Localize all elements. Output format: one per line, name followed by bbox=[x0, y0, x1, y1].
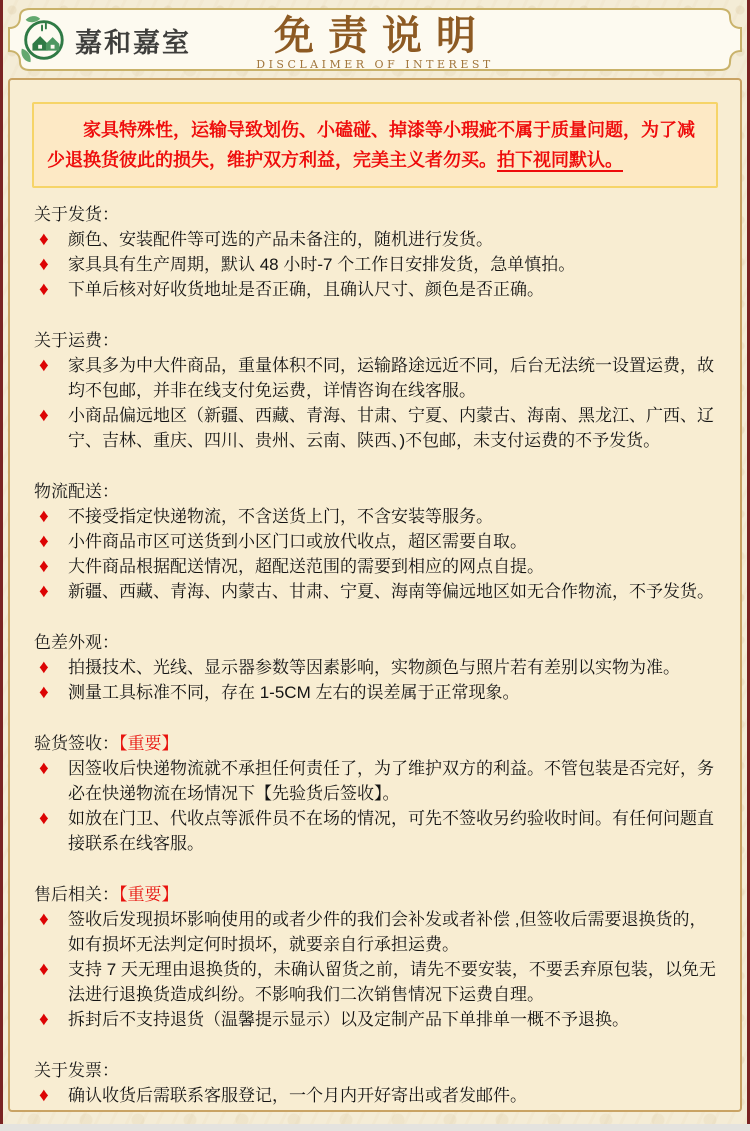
diamond-bullet-icon: ♦ bbox=[39, 506, 49, 527]
notice-text: 家具特殊性，运输导致划伤、小磕碰、掉漆等小瑕疵不属于质量问题，为了减少退换货彼此的损失，维护双方利益，完美主义者勿买。 bbox=[47, 120, 695, 170]
section bbox=[34, 882, 720, 1032]
section-title-text: 色差外观： bbox=[34, 633, 119, 652]
bullet-text: 下单后核对好收货地址是否正确，且确认尺寸、颜色是否正确。 bbox=[68, 280, 544, 299]
diamond-bullet-icon: ♦ bbox=[39, 1085, 49, 1106]
diamond-bullet-icon: ♦ bbox=[39, 279, 49, 300]
section-title-text: 物流配送： bbox=[34, 482, 119, 501]
bullet-text: 家具具有生产周期，默认 48 小时-7 个工作日安排发货，急单慎拍。 bbox=[68, 255, 576, 274]
section-title bbox=[34, 1058, 720, 1083]
diamond-bullet-icon: ♦ bbox=[39, 909, 49, 930]
page-subtitle: DISCLAIMER OF INTEREST bbox=[256, 58, 494, 71]
section-title-text: 关于运费： bbox=[34, 331, 119, 350]
section bbox=[34, 630, 720, 705]
bullet-item bbox=[34, 252, 720, 277]
diamond-bullet-icon: ♦ bbox=[39, 959, 49, 980]
section-title bbox=[34, 630, 720, 655]
bullet-text: 确认收货后需联系客服登记，一个月内开好寄出或者发邮件。 bbox=[68, 1086, 527, 1105]
notice-box bbox=[32, 102, 718, 188]
bullet-item bbox=[34, 579, 720, 604]
bullet-item bbox=[34, 957, 720, 1007]
important-badge: 【重要】 bbox=[119, 734, 179, 753]
bullet-item bbox=[34, 1083, 720, 1108]
bullet-item bbox=[34, 504, 720, 529]
important-badge: 【重要】 bbox=[119, 885, 179, 904]
diamond-bullet-icon: ♦ bbox=[39, 254, 49, 275]
diamond-bullet-icon: ♦ bbox=[39, 581, 49, 602]
section-title bbox=[34, 202, 720, 227]
bullet-text: 家具多为中大件商品，重量体积不同，运输路途远近不同，后台无法统一设置运费，故均不包邮，并非在线支付免运费，详情咨询在线客服。 bbox=[68, 356, 714, 400]
bullet-text: 签收后发现损坏影响使用的或者少件的我们会补发或者补偿 ,但签收后需要退换货的，如有损坏无法判定何时损坏，就要亲自行承担运费。 bbox=[68, 910, 707, 954]
bullet-item bbox=[34, 227, 720, 252]
bullet-text: 测量工具标准不同，存在 1-5CM 左右的误差属于正常现象。 bbox=[68, 683, 520, 702]
diamond-bullet-icon: ♦ bbox=[39, 405, 49, 426]
bullet-text: 不接受指定快递物流，不含送货上门，不含安装等服务。 bbox=[68, 507, 493, 526]
section bbox=[34, 479, 720, 604]
bullet-item bbox=[34, 529, 720, 554]
bullet-text: 小商品偏远地区（新疆、西藏、青海、甘肃、宁夏、内蒙古、海南、黑龙江、广西、辽宁、吉林、重庆、四川、贵州、云南、陕西、)不包邮，未支付运费的不予发货。 bbox=[68, 406, 714, 450]
section-title-text: 验货签收： bbox=[34, 734, 119, 753]
diamond-bullet-icon: ♦ bbox=[39, 758, 49, 779]
section-title-text: 关于发票： bbox=[34, 1061, 119, 1080]
diamond-bullet-icon: ♦ bbox=[39, 657, 49, 678]
bottom-strip bbox=[0, 1124, 750, 1131]
section bbox=[34, 731, 720, 856]
section-title-text: 关于发货： bbox=[34, 205, 119, 224]
bullet-text: 新疆、西藏、青海、内蒙古、甘肃、宁夏、海南等偏远地区如无合作物流，不予发货。 bbox=[68, 582, 714, 601]
section bbox=[34, 328, 720, 453]
bullet-item bbox=[34, 277, 720, 302]
bullet-text: 大件商品根据配送情况，超配送范围的需要到相应的网点自提。 bbox=[68, 557, 544, 576]
bullet-item bbox=[34, 353, 720, 403]
notice-emphasis: 拍下视同默认。 bbox=[497, 150, 623, 170]
section bbox=[34, 202, 720, 302]
section-title bbox=[34, 479, 720, 504]
diamond-bullet-icon: ♦ bbox=[39, 531, 49, 552]
bullet-item bbox=[34, 907, 720, 957]
diamond-bullet-icon: ♦ bbox=[39, 682, 49, 703]
brand-logo-icon bbox=[18, 14, 68, 66]
sections bbox=[34, 202, 720, 1108]
section-title-text: 售后相关： bbox=[34, 885, 119, 904]
bullet-item bbox=[34, 403, 720, 453]
section-title bbox=[34, 328, 720, 353]
bullet-item bbox=[34, 1007, 720, 1032]
bullet-text: 小件商品市区可送货到小区门口或放代收点，超区需要自取。 bbox=[68, 532, 527, 551]
bullet-text: 颜色、安装配件等可选的产品未备注的，随机进行发货。 bbox=[68, 230, 493, 249]
content-card bbox=[8, 78, 742, 1112]
bullet-text: 拆封后不支持退货（温馨提示显示）以及定制产品下单排单一概不予退换。 bbox=[68, 1010, 629, 1029]
section-title bbox=[34, 731, 720, 756]
diamond-bullet-icon: ♦ bbox=[39, 1009, 49, 1030]
left-edge-line bbox=[0, 0, 3, 1131]
brand bbox=[18, 14, 191, 66]
section bbox=[34, 1058, 720, 1108]
section-title bbox=[34, 882, 720, 907]
bullet-item bbox=[34, 554, 720, 579]
bullet-text: 因签收后快递物流就不承担任何责任了，为了维护双方的利益。不管包装是否完好，务必在快递物流在场情况下【先验货后签收】。 bbox=[68, 759, 714, 803]
bullet-text: 支持 7 天无理由退换货的，未确认留货之前，请先不要安装，不要丢弃原包装，以免无法进行退换货造成纠纷。不影响我们二次销售情况下运费自理。 bbox=[68, 960, 716, 1004]
bullet-item bbox=[34, 680, 720, 705]
bullet-item bbox=[34, 756, 720, 806]
diamond-bullet-icon: ♦ bbox=[39, 229, 49, 250]
bullet-item bbox=[34, 655, 720, 680]
diamond-bullet-icon: ♦ bbox=[39, 556, 49, 577]
brand-name: 嘉和嘉室 bbox=[75, 27, 191, 59]
diamond-bullet-icon: ♦ bbox=[39, 355, 49, 376]
header-card bbox=[8, 8, 742, 72]
bullet-text: 如放在门卫、代收点等派件员不在场的情况，可先不签收另约验收时间。有任何问题直接联系在线客服。 bbox=[68, 809, 714, 853]
bullet-text: 拍摄技术、光线、显示器参数等因素影响，实物颜色与照片若有差别以实物为准。 bbox=[68, 658, 680, 677]
page-title: 免责说明 bbox=[274, 12, 490, 59]
bullet-item bbox=[34, 806, 720, 856]
diamond-bullet-icon: ♦ bbox=[39, 808, 49, 829]
